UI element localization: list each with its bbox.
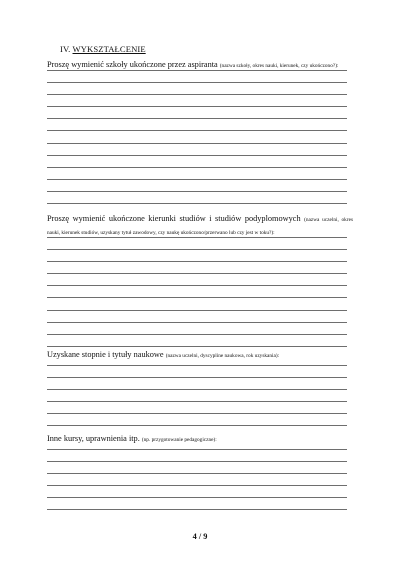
answer-line[interactable]	[47, 365, 347, 366]
answer-line[interactable]	[47, 413, 347, 414]
answer-line[interactable]	[47, 143, 347, 144]
answer-line[interactable]	[47, 273, 347, 274]
question-label: Proszę wymienić ukończone kierunki studiów i studiów podyplomowych	[47, 214, 301, 223]
question-degrees	[47, 349, 353, 362]
answer-line[interactable]	[47, 401, 347, 402]
answer-lines-courses	[47, 449, 347, 510]
section-number: IV.	[60, 44, 71, 54]
answer-line[interactable]	[47, 191, 347, 192]
answer-line[interactable]	[47, 377, 347, 378]
answer-line[interactable]	[47, 82, 347, 83]
answer-line[interactable]	[47, 497, 347, 498]
answer-lines-degrees	[47, 365, 347, 426]
answer-line[interactable]	[47, 389, 347, 390]
question-hint: (nazwa uczelni, okres nauki, kierunek studiów, uzyskany tytuł zawodowy, czy naukę ukończono/przerwano lub czy jest w toku?):	[47, 217, 354, 236]
answer-line[interactable]	[47, 203, 347, 204]
answer-line[interactable]	[47, 261, 347, 262]
answer-line[interactable]	[47, 297, 347, 298]
question-studies	[47, 213, 353, 239]
answer-line[interactable]	[47, 509, 347, 510]
answer-line[interactable]	[47, 334, 347, 335]
answer-line[interactable]	[47, 249, 347, 250]
answer-lines-studies	[47, 237, 347, 347]
answer-line[interactable]	[47, 285, 347, 286]
answer-line[interactable]	[47, 449, 347, 450]
answer-line[interactable]	[47, 473, 347, 474]
answer-line[interactable]	[47, 70, 347, 71]
question-hint: (nazwa uczelni, dyscypline naukowa, rok uzyskania):	[165, 353, 280, 359]
question-label: Inne kursy, uprawnienia itp.	[47, 434, 140, 443]
question-label: Proszę wymienić szkoły ukończone przez aspiranta	[47, 60, 218, 69]
answer-line[interactable]	[47, 485, 347, 486]
answer-line[interactable]	[47, 322, 347, 323]
answer-line[interactable]	[47, 310, 347, 311]
answer-line[interactable]	[47, 425, 347, 426]
answer-line[interactable]	[47, 155, 347, 156]
question-label: Uzyskane stopnie i tytuły naukowe	[47, 350, 164, 359]
answer-lines-schools	[47, 70, 347, 204]
question-hint: (nazwa szkoły, okres nauki, kierunek, czy ukończono?):	[219, 63, 339, 69]
answer-line[interactable]	[47, 461, 347, 462]
answer-line[interactable]	[47, 106, 347, 107]
answer-line[interactable]	[47, 179, 347, 180]
answer-line[interactable]	[47, 167, 347, 168]
section-heading	[60, 44, 146, 54]
question-hint: (np. przygotowanie pedagogiczne):	[141, 437, 217, 443]
answer-line[interactable]	[47, 130, 347, 131]
question-courses	[47, 433, 353, 446]
page-number: 4 / 9	[192, 532, 208, 541]
section-title: WYKSZTAŁCENIE	[72, 44, 146, 54]
answer-line[interactable]	[47, 118, 347, 119]
answer-line[interactable]	[47, 94, 347, 95]
answer-line[interactable]	[47, 346, 347, 347]
answer-line[interactable]	[47, 237, 347, 238]
